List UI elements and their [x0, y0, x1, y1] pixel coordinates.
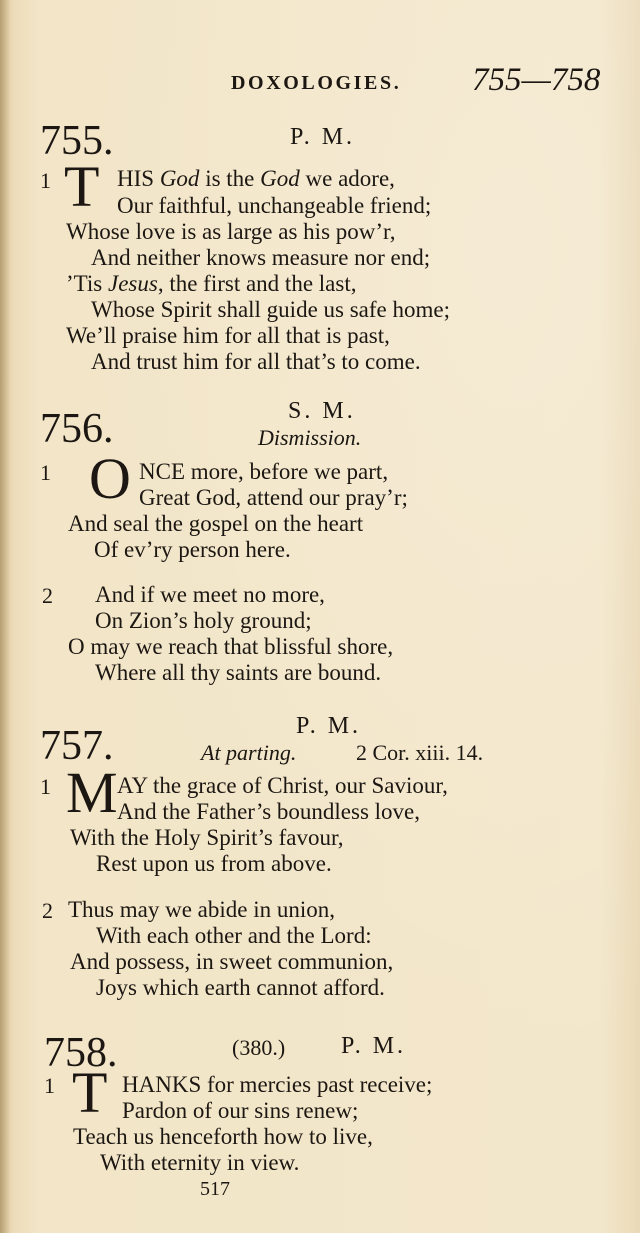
verse-line: With the Holy Spirit’s favour, [70, 825, 344, 850]
verse-line: And trust him for all that’s to come. [91, 349, 421, 374]
hymn-number: 756. [40, 406, 114, 452]
verse-number: 1 [40, 774, 51, 799]
verse-line: On Zion’s holy ground; [95, 608, 312, 633]
verse-number: 1 [44, 1073, 55, 1098]
verse-line: Teach us henceforth how to live, [73, 1124, 373, 1149]
verse-line: HANKS for mercies past receive; [122, 1072, 433, 1097]
verse-line: Great God, attend our pray’r; [139, 485, 408, 510]
verse-number: 1 [40, 460, 51, 485]
verse-line: And possess, in sweet communion, [70, 949, 394, 974]
meter-label: P. M. [296, 713, 362, 739]
verse-line: Our faithful, unchangeable friend; [117, 193, 432, 218]
drop-cap: T [72, 1060, 108, 1125]
hymn-number-range: 755—758 [472, 62, 601, 98]
drop-cap: T [64, 154, 100, 219]
verse-line: With each other and the Lord: [96, 923, 372, 948]
verse-number: 2 [42, 898, 53, 923]
hymn-number: 758. [44, 1030, 118, 1076]
verse-line: Thus may we abide in union, [68, 897, 336, 922]
meter-label: P. M. [290, 124, 356, 150]
drop-cap: M [66, 760, 118, 825]
page-number: 517 [200, 1178, 230, 1200]
hymn-subtitle: At parting. [201, 740, 297, 765]
scripture-reference: 2 Cor. xiii. 14. [356, 740, 484, 765]
verse-line: AY the grace of Christ, our Saviour, [117, 773, 448, 798]
section-title: DOXOLOGIES. [231, 72, 402, 94]
verse-line: Joys which earth cannot afford. [96, 975, 385, 1000]
verse-line: And the Father’s boundless love, [117, 799, 421, 824]
verse-line: Whose love is as large as his pow’r, [66, 219, 396, 244]
verse-line: We’ll praise him for all that is past, [66, 323, 390, 348]
meter-label: S. M. [288, 398, 356, 424]
hymn-number: 755. [40, 118, 114, 164]
verse-line: Rest upon us from above. [96, 851, 332, 876]
hymn-subtitle: Dismission. [258, 425, 362, 450]
verse-line: Whose Spirit shall guide us safe home; [91, 297, 450, 322]
verse-line: ’Tis Jesus, the first and the last, [66, 271, 357, 296]
running-head [0, 62, 640, 102]
verse-line: NCE more, before we part, [139, 459, 389, 484]
drop-cap: O [89, 446, 131, 511]
verse-line: Where all thy saints are bound. [95, 660, 382, 685]
verse-line: And if we meet no more, [95, 582, 325, 607]
verse-line: O may we reach that blissful shore, [68, 634, 394, 659]
hymn-number: 757. [40, 723, 114, 769]
verse-line: And seal the gospel on the heart [68, 511, 364, 536]
verse-line: Pardon of our sins renew; [122, 1098, 359, 1123]
verse-line: And neither knows measure nor end; [91, 245, 431, 270]
verse-line: With eternity in view. [100, 1150, 300, 1175]
verse-number: 1 [40, 168, 51, 193]
verse-line: Of ev’ry person here. [94, 537, 291, 562]
verse-line: HIS God is the God we adore, [117, 166, 395, 191]
verse-number: 2 [42, 583, 53, 608]
tune-reference: (380.) [232, 1035, 286, 1060]
meter-label: P. M. [341, 1033, 407, 1059]
